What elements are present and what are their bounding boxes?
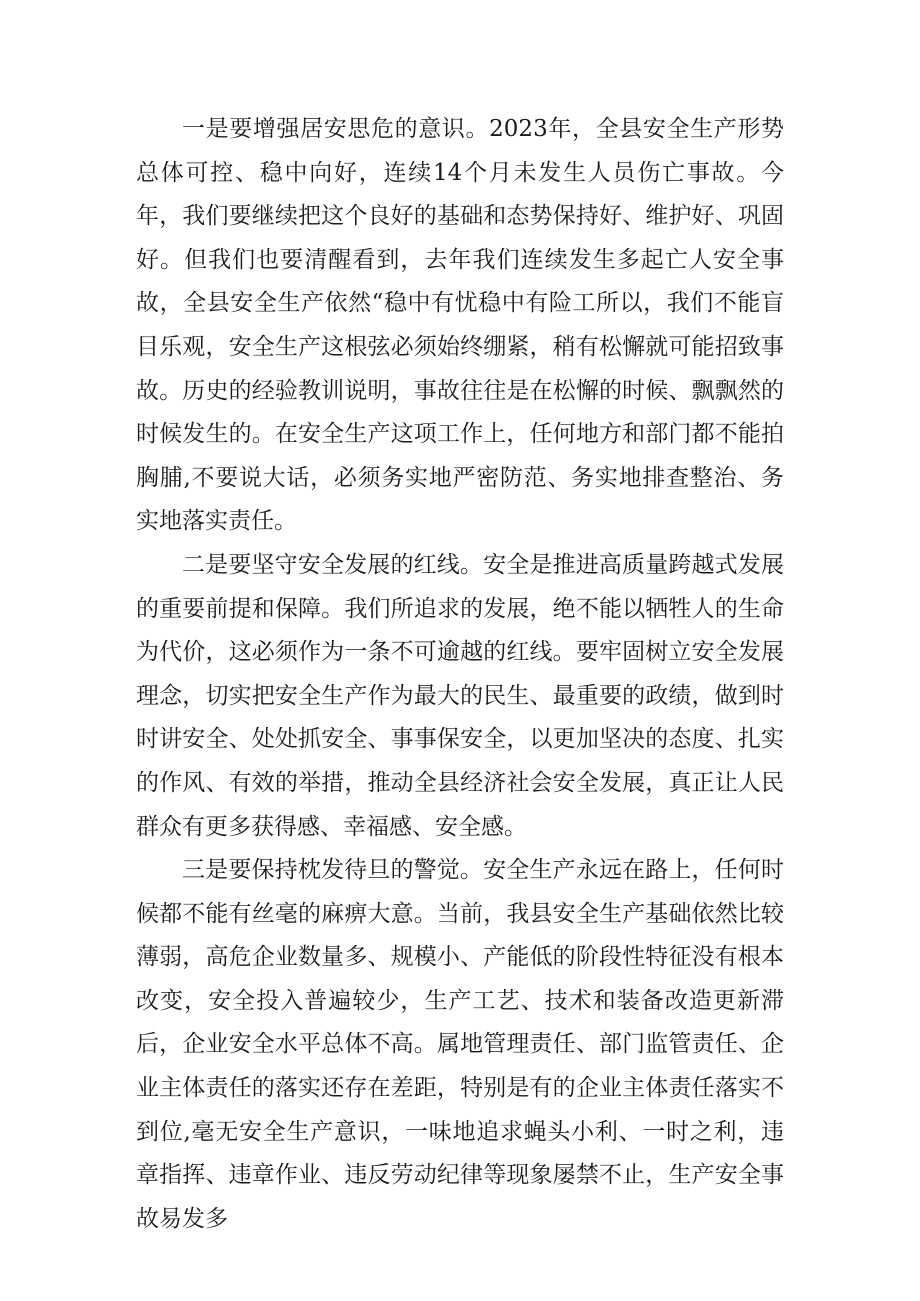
document-body (136, 108, 784, 1241)
paragraph-1: 一是要增强居安思危的意识。2023年，全县安全生产形势总体可控、稳中向好，连续14个月未发生人员伤亡事故。今年，我们要继续把这个良好的基础和态势保持好、维护好、巩固好。但我们也要清醒看到，去年我们连续发生多起亡人安全事故，全县安全生产依然“稳中有忧稳中有险工所以，我们不能盲目乐观，安全生产这根弦必须始终绷紧，稍有松懈就可能招致事故。历史的经验教训说明，事故往往是在松懈的时候、飘飘然的时候发生的。在安全生产这项工作上，任何地方和部门都不能拍胸脯,不要说大话，必须务实地严密防范、务实地排查整治、务实地落实责任。 (136, 116, 784, 535)
paragraph-2: 二是要坚守安全发展的红线。安全是推进高质量跨越式发展的重要前提和保障。我们所追求的发展，绝不能以牺牲人的生命为代价，这必须作为一条不可逾越的红线。要牢固树立安全发展理念，切实把安全生产作为最大的民生、最重要的政绩，做到时时讲安全、处处抓安全、事事保安全，以更加坚决的态度、扎实的作风、有效的举措，推动全县经济社会安全发展，真正让人民群众有更多获得感、幸福感、安全感。 (136, 551, 784, 840)
paragraph-3: 三是要保持枕发待旦的警觉。安全生产永远在路上，任何时候都不能有丝毫的麻痹大意。当前，我县安全生产基础依然比较薄弱，高危企业数量多、规模小、产能低的阶段性特征没有根本改变，安全投入普遍较少，生产工艺、技术和装备改造更新滞后，企业安全水平总体不高。属地管理责任、部门监管责任、企业主体责任的落实还存在差距，特别是有的企业主体责任落实不到位,毫无安全生产意识，一味地追求蝇头小利、一时之利，违章指挥、违章作业、违反劳动纪律等现象屡禁不止，生产安全事故易发多 (136, 857, 784, 1232)
